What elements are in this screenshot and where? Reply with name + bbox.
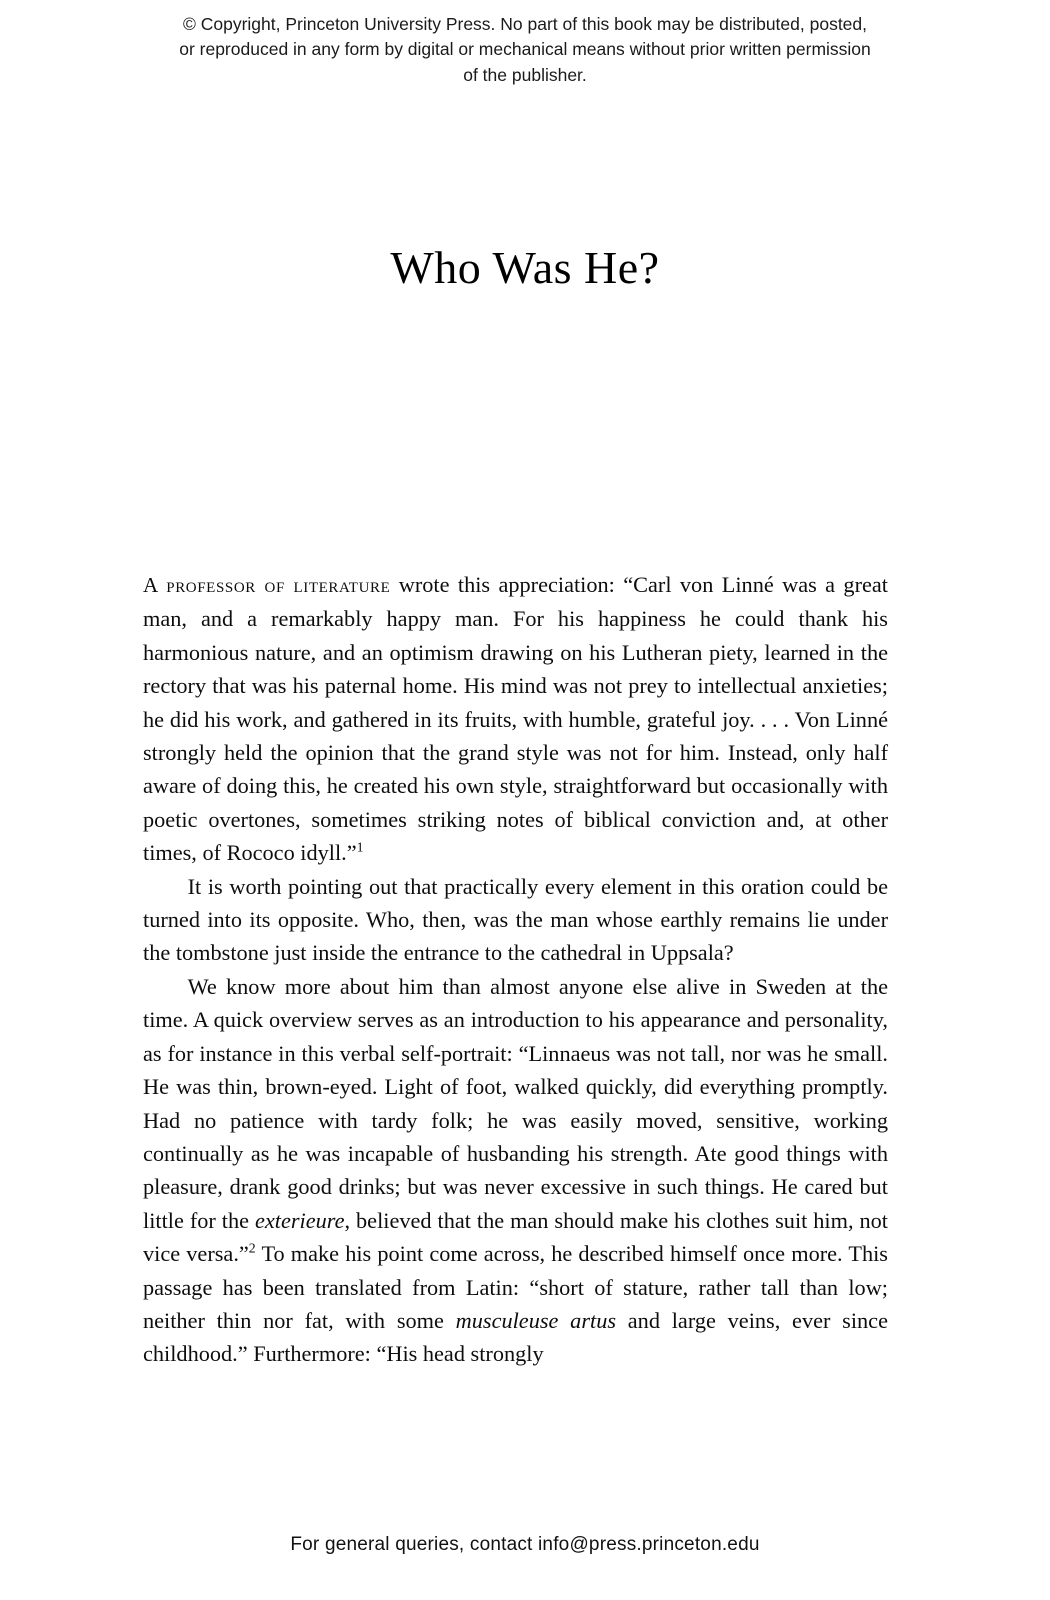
- body-text: [143, 568, 888, 1371]
- paragraph-2: It is worth pointing out that practically every element in this oration could be turned into its opposite. Who, then, was the man whose earthly remains lie under the tombstone just inside the entrance to the cathedral in Uppsala?: [143, 873, 888, 966]
- paragraph-1-text: wrote this appreciation: “Carl von Linné was a great man, and a remarkably happy man. For his happiness he could thank his harmonious nature, and an optimism drawing on his Lutheran piety, learned in the rectory that was his paternal home. His mind was not prey to intellectual anxieties; he did his work, and gathered in its fruits, with humble, grateful joy. . . . Von Linné strongly held the opinion that the grand style was not for him. Instead, only half aware of doing this, he created his own style, straightforward but occasionally with poetic overtones, sometimes striking notes of biblical conviction and, at other times, of Rococo idyll.”: [143, 572, 888, 866]
- copyright-notice: © Copyright, Princeton University Press. No part of this book may be distributed, posted, or reproduced in any form by digital or mechanical means without prior written permission of the publisher.: [179, 14, 871, 85]
- paragraph-3-text-a: We know more about him than almost anyone else alive in Sweden at the time. A quick overview serves as an introduction to his appearance and personality, as for instance in this verbal self-portrait: “Linnaeus was not tall, nor was he small. He was thin, brown-eyed. Light of foot, walked quickly, did everything promptly. Had no patience with tardy folk; he was easily moved, sensitive, working continually as he was incapable of husbanding his strength. Ate good things with pleasure, drank good drinks; but was never excessive in such things. He cared but little for the: [143, 973, 888, 1233]
- opening-small-caps: A professor of literature: [143, 573, 391, 597]
- paragraph-3: [143, 970, 888, 1371]
- italic-term-musculeuse-artus: musculeuse artus: [455, 1307, 617, 1333]
- paragraph-3-text-b: , believed that the man should make his clothes suit him, not vice versa.”: [143, 1207, 888, 1267]
- italic-term-exterieure: exterieure: [254, 1207, 345, 1233]
- paragraph-1: [143, 568, 888, 870]
- paragraph-3-text-c: To make his point come across, he described himself once more. This passage has been translated from Latin: “short of stature, rather tall than low; neither thin nor fat, with some: [143, 1241, 888, 1333]
- footnote-marker-2: 2: [248, 1240, 256, 1256]
- paragraph-3-text-d: and large veins, ever since childhood.” Furthermore: “His head strongly: [143, 1307, 888, 1367]
- page-title: Who Was He?: [390, 241, 660, 293]
- footnote-marker-1: 1: [356, 839, 364, 855]
- footer-contact-note: For general queries, contact info@press.princeton.edu: [290, 1534, 760, 1555]
